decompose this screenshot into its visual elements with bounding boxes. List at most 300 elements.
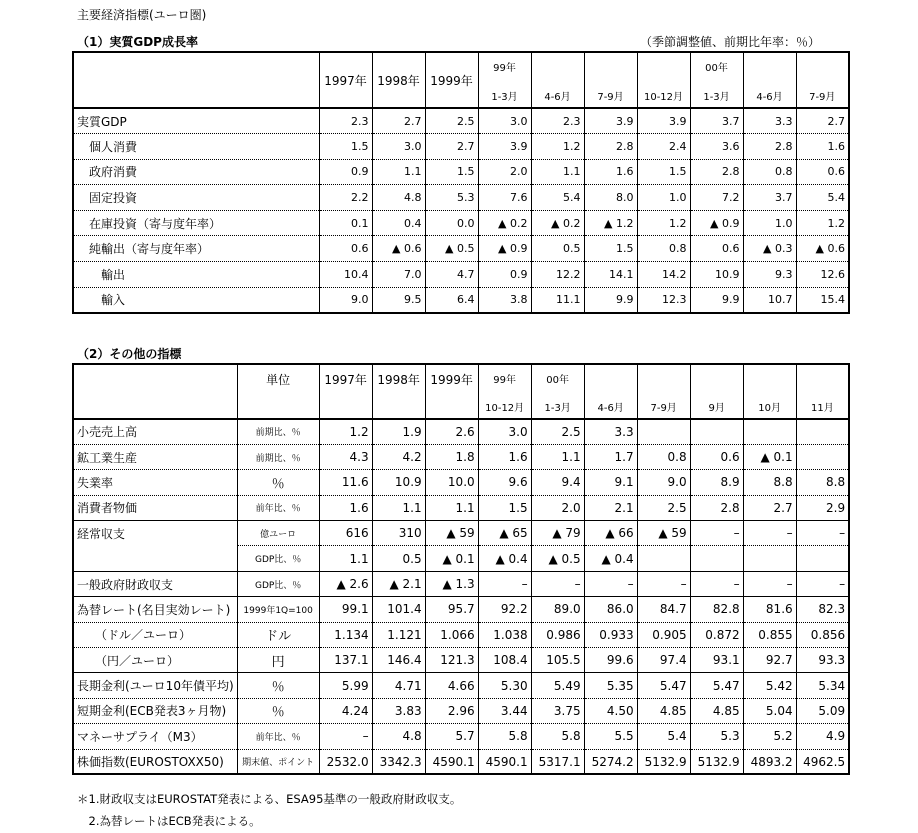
cell-value: 11.1 <box>531 287 584 313</box>
cell-value: 0.1 <box>319 210 372 236</box>
row-unit: GDP比、％ <box>237 571 319 596</box>
cell-value: 14.2 <box>637 262 690 288</box>
table-row <box>73 236 849 262</box>
cell-value: 4.24 <box>319 698 372 723</box>
cell-value: 3.9 <box>637 108 690 134</box>
cell-value: ▲ 1.3 <box>425 571 478 596</box>
column-header-period: 7-9月 <box>637 392 690 419</box>
cell-value: 2.8 <box>743 134 796 160</box>
cell-value: 5.2 <box>743 724 796 749</box>
cell-value: ▲ 0.4 <box>584 546 637 571</box>
cell-value: 0.8 <box>637 236 690 262</box>
row-label: 政府消費 <box>73 159 319 185</box>
column-header-year: 99年 <box>478 364 531 392</box>
cell-value: ▲ 0.6 <box>372 236 425 262</box>
column-header-year <box>796 364 849 392</box>
cell-value <box>637 419 690 444</box>
column-header-year <box>584 52 637 80</box>
column-header-period: 1-3月 <box>690 80 743 108</box>
cell-value: 1.2 <box>531 134 584 160</box>
cell-value: 5.42 <box>743 673 796 698</box>
other-indicators-table <box>72 363 850 775</box>
cell-value: 93.1 <box>690 648 743 673</box>
cell-value: 5.4 <box>796 185 849 211</box>
cell-value: 1.1 <box>531 444 584 469</box>
cell-value: 12.3 <box>637 287 690 313</box>
cell-value: – <box>319 724 372 749</box>
cell-value <box>690 546 743 571</box>
table-row <box>73 134 849 160</box>
cell-value: 108.4 <box>478 648 531 673</box>
table-row <box>73 648 849 673</box>
cell-value: – <box>584 571 637 596</box>
unit-column-header: 単位 <box>237 364 319 419</box>
cell-value: 4.85 <box>637 698 690 723</box>
cell-value: 3.0 <box>478 419 531 444</box>
cell-value: 0.8 <box>743 159 796 185</box>
header-row-top <box>73 52 849 80</box>
cell-value <box>796 419 849 444</box>
column-header-year <box>743 364 796 392</box>
column-header-year <box>690 364 743 392</box>
cell-value: 1.5 <box>425 159 478 185</box>
column-header-period: 7-9月 <box>584 80 637 108</box>
table-row <box>73 185 849 211</box>
cell-value: – <box>796 571 849 596</box>
table-row <box>73 444 849 469</box>
cell-value: 5.8 <box>531 724 584 749</box>
cell-value: 5.99 <box>319 673 372 698</box>
cell-value: 3.0 <box>478 108 531 134</box>
column-header-period: 10月 <box>743 392 796 419</box>
column-header-year: 00年 <box>690 52 743 80</box>
cell-value: 1.9 <box>372 419 425 444</box>
column-header: 1998年 <box>372 364 425 419</box>
cell-value: ▲ 0.1 <box>743 444 796 469</box>
cell-value: 4.8 <box>372 185 425 211</box>
cell-value: 92.2 <box>478 597 531 622</box>
column-header-period: 1-3月 <box>531 392 584 419</box>
cell-value: 4962.5 <box>803 754 846 769</box>
cell-value: ▲ 0.1 <box>425 546 478 571</box>
table-row <box>73 546 849 571</box>
section2-heading: （2）その他の指標 <box>77 347 182 361</box>
cell-value: 0.905 <box>637 622 690 647</box>
cell-value: 8.0 <box>584 185 637 211</box>
cell-value: 3.3 <box>743 108 796 134</box>
column-header-period: 4-6月 <box>743 80 796 108</box>
table-row <box>73 749 849 774</box>
column-header: 1997年 <box>319 364 372 419</box>
cell-value: 2.96 <box>425 698 478 723</box>
cell-value: 2.3 <box>319 108 372 134</box>
cell-value: 9.3 <box>743 262 796 288</box>
cell-value: 1.8 <box>425 444 478 469</box>
cell-value: 0.933 <box>584 622 637 647</box>
cell-value: 5.8 <box>478 724 531 749</box>
cell-value: 1.6 <box>796 134 849 160</box>
cell-value: 1.5 <box>637 159 690 185</box>
cell-value: 89.0 <box>531 597 584 622</box>
column-header-year <box>796 52 849 80</box>
cell-value <box>743 419 796 444</box>
cell-value: 93.3 <box>796 648 849 673</box>
cell-value: 9.9 <box>584 287 637 313</box>
cell-value: 9.0 <box>637 470 690 495</box>
cell-value: 1.6 <box>319 495 372 520</box>
table-row <box>73 287 849 313</box>
cell-value: 1.0 <box>637 185 690 211</box>
row-label: 鉱工業生産 <box>73 444 237 469</box>
cell-value <box>637 546 690 571</box>
cell-value: 2532.0 <box>319 749 372 774</box>
row-label: 一般政府財政収支 <box>73 571 237 596</box>
column-header-period: 4-6月 <box>531 80 584 108</box>
column-header-period: 10-12月 <box>637 80 690 108</box>
row-unit: ％ <box>237 698 319 723</box>
cell-value: 95.7 <box>425 597 478 622</box>
cell-value: – <box>743 571 796 596</box>
cell-value: 3.8 <box>478 287 531 313</box>
cell-value: 0.872 <box>690 622 743 647</box>
cell-value: 3.7 <box>743 185 796 211</box>
cell-value: 8.9 <box>690 470 743 495</box>
column-header-period: 11月 <box>796 392 849 419</box>
header-corner <box>73 52 319 108</box>
footnote-1: ＊1.財政収支はEUROSTAT発表による、ESA95基準の一般政府財政収支。 <box>77 792 462 806</box>
cell-value: 1.5 <box>478 495 531 520</box>
cell-value: 1.5 <box>584 236 637 262</box>
cell-value: 2.7 <box>743 495 796 520</box>
cell-value <box>796 546 849 571</box>
table-row <box>73 210 849 236</box>
cell-value: 0.6 <box>690 444 743 469</box>
cell-value: 310 <box>372 521 425 546</box>
row-label: （ドル／ユーロ） <box>73 622 237 647</box>
cell-value: 6.4 <box>425 287 478 313</box>
cell-value: 2.8 <box>584 134 637 160</box>
cell-value: 5132.9 <box>690 749 743 774</box>
cell-value: 10.9 <box>372 470 425 495</box>
row-unit: ドル <box>237 622 319 647</box>
cell-value: 2.1 <box>584 495 637 520</box>
cell-value: 146.4 <box>372 648 425 673</box>
cell-value: 0.6 <box>319 236 372 262</box>
row-label: （円／ユーロ） <box>73 648 237 673</box>
cell-value: – <box>743 521 796 546</box>
cell-value: 2.8 <box>690 495 743 520</box>
cell-value: 4.2 <box>372 444 425 469</box>
footnote-2: 2.為替レートはECB発表による。 <box>77 814 261 828</box>
table-row <box>73 419 849 444</box>
cell-value: 5.30 <box>478 673 531 698</box>
cell-value: – <box>478 571 531 596</box>
row-label: 為替レート(名目実効レート) <box>73 597 237 622</box>
cell-value: 3.9 <box>584 108 637 134</box>
cell-value: ▲ 1.2 <box>584 210 637 236</box>
cell-value: 5.09 <box>796 698 849 723</box>
cell-value: 2.2 <box>319 185 372 211</box>
cell-value: 1.2 <box>796 210 849 236</box>
row-label <box>73 546 237 571</box>
row-unit: GDP比、％ <box>237 546 319 571</box>
cell-value: 9.0 <box>319 287 372 313</box>
cell-value: 1.1 <box>372 159 425 185</box>
column-header-year <box>637 364 690 392</box>
row-label: 株価指数(EUROSTOXX50) <box>73 749 237 774</box>
cell-value: 0.9 <box>478 262 531 288</box>
table-row <box>73 495 849 520</box>
table-row <box>73 159 849 185</box>
cell-value: 9.5 <box>372 287 425 313</box>
cell-value: 2.0 <box>531 495 584 520</box>
cell-value: ▲ 0.6 <box>796 236 849 262</box>
row-unit: 前年比、％ <box>237 495 319 520</box>
cell-value: 4.66 <box>425 673 478 698</box>
cell-value: 121.3 <box>425 648 478 673</box>
cell-value: 4.71 <box>372 673 425 698</box>
cell-value: 1.6 <box>584 159 637 185</box>
column-header-year <box>584 364 637 392</box>
cell-value: 0.9 <box>319 159 372 185</box>
cell-value: 0.855 <box>743 622 796 647</box>
cell-value: ▲ 0.5 <box>531 546 584 571</box>
cell-value: 9.6 <box>478 470 531 495</box>
row-label: 失業率 <box>73 470 237 495</box>
cell-value: 9.9 <box>690 287 743 313</box>
column-header: 1999年 <box>425 52 478 108</box>
cell-value: 12.2 <box>531 262 584 288</box>
cell-value: 5.47 <box>637 673 690 698</box>
cell-value: 2.9 <box>796 495 849 520</box>
cell-value: 10.4 <box>319 262 372 288</box>
cell-value: – <box>796 521 849 546</box>
cell-value: 2.7 <box>425 134 478 160</box>
row-label: 小売売上高 <box>73 419 237 444</box>
cell-value: 101.4 <box>372 597 425 622</box>
cell-value: 4.50 <box>584 698 637 723</box>
cell-value: 99.6 <box>584 648 637 673</box>
cell-value: 1.038 <box>478 622 531 647</box>
table-row <box>73 724 849 749</box>
row-label: 長期金利(ユーロ10年債平均) <box>73 673 237 698</box>
cell-value: 1.5 <box>319 134 372 160</box>
cell-value: 3.7 <box>690 108 743 134</box>
row-unit: 円 <box>237 648 319 673</box>
cell-value <box>690 419 743 444</box>
cell-value: 84.7 <box>637 597 690 622</box>
cell-value: 9.1 <box>584 470 637 495</box>
cell-value: 5132.9 <box>637 749 690 774</box>
table-row <box>73 597 849 622</box>
table-row <box>73 673 849 698</box>
cell-value: 0.986 <box>531 622 584 647</box>
row-unit: 1999年1Q=100 <box>237 597 319 622</box>
cell-value: 3.3 <box>584 419 637 444</box>
cell-value: 1.2 <box>319 419 372 444</box>
page-title: 主要経済指標(ユーロ圏) <box>77 8 207 22</box>
cell-value: 0.5 <box>531 236 584 262</box>
cell-value: ▲ 79 <box>531 521 584 546</box>
table-row <box>73 622 849 647</box>
column-header-period: 10-12月 <box>478 392 531 419</box>
cell-value: 11.6 <box>319 470 372 495</box>
row-unit: 前期比、％ <box>237 419 319 444</box>
cell-value: 2.3 <box>531 108 584 134</box>
column-header-period: 7-9月 <box>796 80 849 108</box>
cell-value: 12.6 <box>796 262 849 288</box>
table-row <box>73 108 849 134</box>
cell-value: ▲ 66 <box>584 521 637 546</box>
cell-value: 2.0 <box>478 159 531 185</box>
cell-value: 5.5 <box>584 724 637 749</box>
cell-value: ▲ 59 <box>425 521 478 546</box>
cell-value: ▲ 2.6 <box>319 571 372 596</box>
column-header-year <box>743 52 796 80</box>
cell-value: 3.44 <box>478 698 531 723</box>
cell-value: 5.3 <box>425 185 478 211</box>
cell-value: 82.3 <box>796 597 849 622</box>
cell-value: ▲ 0.2 <box>531 210 584 236</box>
cell-value: 1.1 <box>319 546 372 571</box>
column-header-year <box>637 52 690 80</box>
cell-value: 10.0 <box>425 470 478 495</box>
cell-value: ▲ 59 <box>637 521 690 546</box>
cell-value: 1.6 <box>478 444 531 469</box>
cell-value: ▲ 2.1 <box>372 571 425 596</box>
cell-value: 4590.1 <box>425 749 478 774</box>
cell-value: 0.856 <box>796 622 849 647</box>
cell-value: 1.2 <box>637 210 690 236</box>
cell-value: 1.1 <box>425 495 478 520</box>
header-row-top <box>73 364 849 392</box>
cell-value: 4.7 <box>425 262 478 288</box>
cell-value: 4.3 <box>319 444 372 469</box>
row-unit: 期末値、ポイント <box>237 749 319 774</box>
table-row <box>73 698 849 723</box>
row-label: 消費者物価 <box>73 495 237 520</box>
row-label: 輸入 <box>73 287 319 313</box>
cell-value: 8.8 <box>743 470 796 495</box>
cell-value: 2.7 <box>372 108 425 134</box>
table-row <box>73 521 849 546</box>
row-label: 固定投資 <box>73 185 319 211</box>
header-corner <box>73 364 237 419</box>
cell-value: 7.6 <box>478 185 531 211</box>
cell-value: 0.6 <box>796 159 849 185</box>
cell-value: ▲ 0.5 <box>425 236 478 262</box>
row-label: 経常収支 <box>73 521 237 546</box>
row-label: 輸出 <box>73 262 319 288</box>
row-unit: 前年比、％ <box>237 724 319 749</box>
cell-value: ▲ 0.4 <box>478 546 531 571</box>
cell-value: 5.4 <box>531 185 584 211</box>
cell-value: 1.7 <box>584 444 637 469</box>
cell-value: 9.4 <box>531 470 584 495</box>
column-header: 1997年 <box>319 52 372 108</box>
cell-value: 1.1 <box>531 159 584 185</box>
cell-value: ▲ 0.9 <box>690 210 743 236</box>
cell-value: 4590.1 <box>478 749 531 774</box>
cell-value: 1.134 <box>319 622 372 647</box>
cell-value: 5.47 <box>690 673 743 698</box>
cell-value: 4.85 <box>690 698 743 723</box>
cell-value: 2.7 <box>796 108 849 134</box>
cell-value: 2.6 <box>425 419 478 444</box>
gdp-growth-table <box>72 51 850 314</box>
column-header-period: 4-6月 <box>584 392 637 419</box>
cell-value: 4.9 <box>796 724 849 749</box>
cell-value: 3.83 <box>372 698 425 723</box>
cell-value: 3342.3 <box>372 749 425 774</box>
cell-value: 616 <box>319 521 372 546</box>
cell-value: 5.49 <box>531 673 584 698</box>
cell-value: 3.75 <box>531 698 584 723</box>
column-header-period: 9月 <box>690 392 743 419</box>
row-label: 個人消費 <box>73 134 319 160</box>
cell-value: ▲ 65 <box>478 521 531 546</box>
cell-value: 2.5 <box>531 419 584 444</box>
cell-value: 0.6 <box>690 236 743 262</box>
cell-value: 5.3 <box>690 724 743 749</box>
cell-value: 10.7 <box>743 287 796 313</box>
cell-value: 92.7 <box>743 648 796 673</box>
cell-value: 5.35 <box>584 673 637 698</box>
cell-value: 4893.2 <box>743 749 796 774</box>
table-row <box>73 571 849 596</box>
cell-value: 1.066 <box>425 622 478 647</box>
column-header-year: 00年 <box>531 364 584 392</box>
cell-value: 1.1 <box>372 495 425 520</box>
section1-unit-note: （季節調整値、前期比年率：％） <box>640 35 821 49</box>
cell-value: 8.8 <box>796 470 849 495</box>
column-header: 1999年 <box>425 364 478 419</box>
cell-value: 105.5 <box>531 648 584 673</box>
cell-value: – <box>637 571 690 596</box>
cell-value: 82.8 <box>690 597 743 622</box>
cell-value: 0.5 <box>372 546 425 571</box>
cell-value: 2.5 <box>637 495 690 520</box>
column-header-year: 99年 <box>478 52 531 80</box>
cell-value: ▲ 0.9 <box>478 236 531 262</box>
row-label: 短期金利(ECB発表3ヶ月物) <box>73 698 237 723</box>
row-label: マネーサプライ（M3） <box>73 724 237 749</box>
cell-value: 0.0 <box>425 210 478 236</box>
cell-value: 97.4 <box>637 648 690 673</box>
row-unit: ％ <box>237 470 319 495</box>
cell-value: 2.4 <box>637 134 690 160</box>
cell-value: 15.4 <box>820 293 845 307</box>
cell-value: 5.04 <box>743 698 796 723</box>
table-row <box>73 262 849 288</box>
cell-value: 3.6 <box>690 134 743 160</box>
cell-value: – <box>690 521 743 546</box>
cell-value: 3.0 <box>372 134 425 160</box>
cell-value: 86.0 <box>584 597 637 622</box>
cell-value: 2.8 <box>690 159 743 185</box>
cell-value: 5317.1 <box>531 749 584 774</box>
cell-value: 0.4 <box>372 210 425 236</box>
cell-value: 10.9 <box>690 262 743 288</box>
cell-value: 2.5 <box>425 108 478 134</box>
cell-value: 0.8 <box>637 444 690 469</box>
cell-value: ▲ 0.2 <box>478 210 531 236</box>
table-row <box>73 470 849 495</box>
cell-value: 7.2 <box>690 185 743 211</box>
row-label: 純輸出（寄与度年率） <box>73 236 319 262</box>
cell-value: 1.121 <box>372 622 425 647</box>
cell-value <box>743 546 796 571</box>
